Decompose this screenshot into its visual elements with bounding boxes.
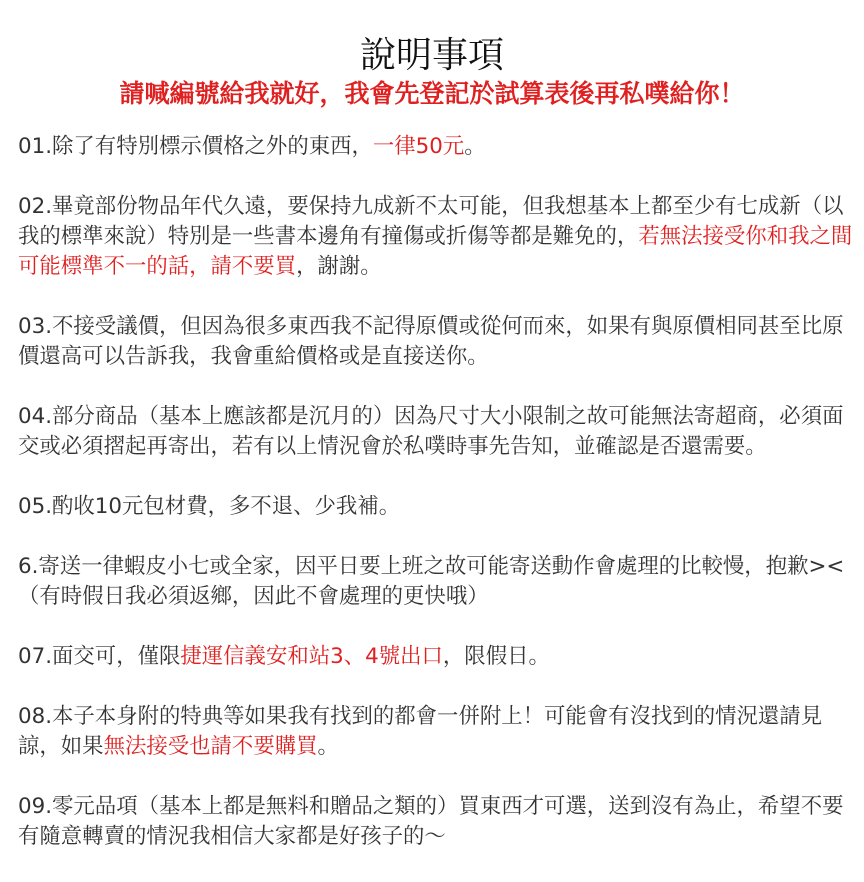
note-text: 。 [464,134,486,159]
note-text: ，謝謝。 [296,254,382,279]
note-06 [18,552,858,612]
page-title: 說明事項 [359,35,504,77]
note-text: 02.畢竟部份物品年代久遠，要保持九成新不太可能，但我想基本上都至少有七成新（以我的標準來說）特別是一些書本邊角有撞傷或折傷等都是難免的， [18,194,844,249]
note-05 [18,492,858,522]
note-text: 07.面交可，僅限 [18,644,181,669]
note-09 [18,792,858,852]
note-text: 04.部分商品（基本上應該都是沉月的）因為尺寸大小限制之故可能無法寄超商，必須面交或必須摺起再寄出，若有以上情況會於私噗時事先告知，並確認是否還需要。 [18,404,844,459]
note-highlight: 若無法接受你和我之間可能標準不一的話，請不要買 [18,224,853,279]
note-text: 03.不接受議價，但因為很多東西我不記得原價或從何而來，如果有與原價相同甚至比原價還高可以告訴我，我會重給價格或是直接送你。 [18,314,844,369]
note-text: 。 [317,734,339,759]
highlight-instruction: 請喊編號給我就好，我會先登記於試算表後再私噗給你！ [119,79,745,108]
note-highlight: 無法接受也請不要購買 [103,734,318,759]
note-highlight: 一律50元 [372,134,465,159]
note-04 [18,402,858,462]
note-01 [18,132,858,162]
note-text: 01.除了有特別標示價格之外的東西， [18,134,373,159]
note-08 [18,702,858,762]
note-text: ，限假日。 [442,644,550,669]
note-text: 6.寄送一律蝦皮小七或全家，因平日要上班之故可能寄送動作會處理的比較慢，抱歉><（有時假日我必須返鄉，因此不會處理的更快哦） [18,554,845,609]
note-03 [18,312,858,372]
note-text: 08.本子本身附的特典等如果我有找到的都會一併附上！可能會有沒找到的情況還請見諒，如果 [18,704,823,759]
note-02 [18,192,858,282]
note-text: 05.酌收10元包材費，多不退、少我補。 [18,494,401,519]
notes-list [18,132,858,882]
note-text: 09.零元品項（基本上都是無料和贈品之類的）買東西才可選，送到沒有為止，希望不要有隨意轉賣的情況我相信大家都是好孩子的～ [18,794,844,849]
note-07 [18,642,858,672]
note-highlight: 捷運信義安和站3、4號出口 [180,644,443,669]
